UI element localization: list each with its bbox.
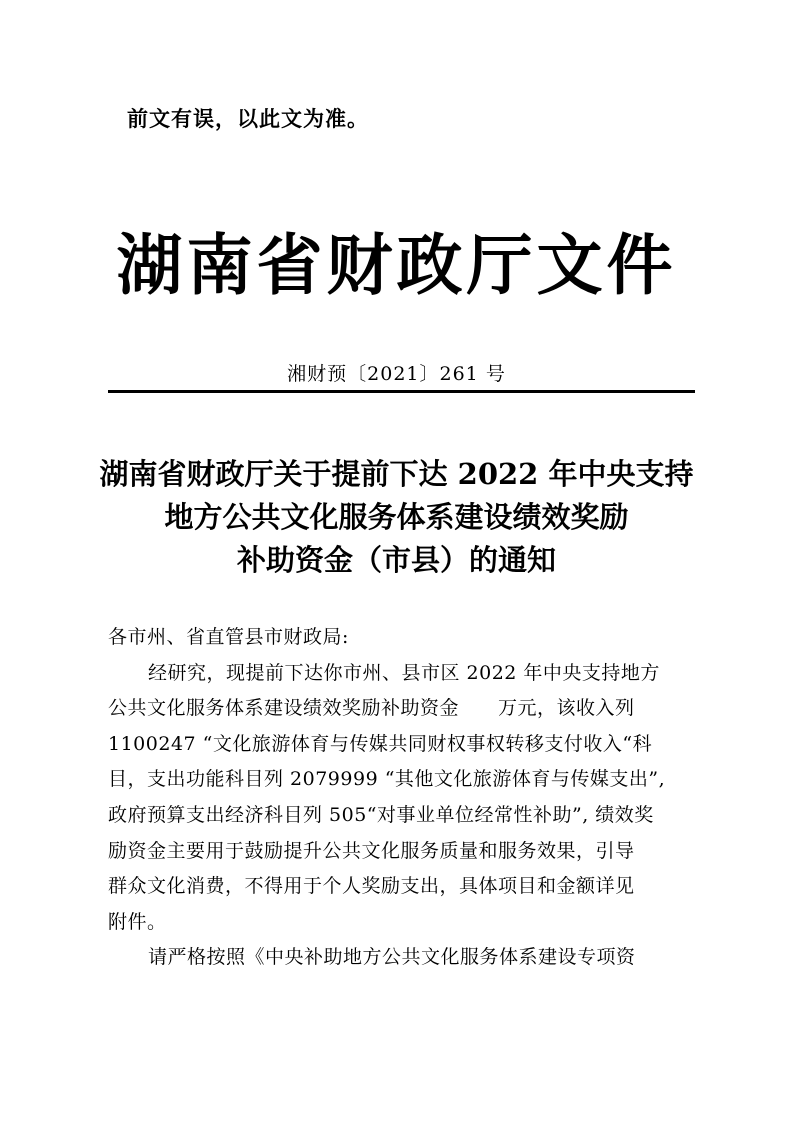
body-line: 群众文化消费，不得用于个人奖励支出，具体项目和金额详见 (108, 875, 635, 898)
notice-title-line: 补助资金（市县）的通知 (236, 543, 556, 577)
correction-note: 前文有误，以此文为准。 (127, 107, 369, 131)
body-line: 政府预算支出经济科目列 505“对事业单位经常性补助”, 绩效奖 (108, 803, 654, 826)
body-line: 经研究，现提前下达你市州、县市区 2022 年中央支持地方 (148, 661, 660, 684)
document-number: 湘财预〔2021〕261 号 (287, 363, 506, 385)
header-divider (108, 390, 695, 393)
body-line: 励资金主要用于鼓励提升公共文化服务质量和服务效果，引导 (108, 839, 635, 862)
notice-title-line: 地方公共文化服务体系建设绩效奖励 (164, 500, 629, 534)
body-line: 附件。 (108, 910, 167, 933)
body-line: 目，支出功能科目列 2079999 “其他文化旅游体育与传媒支出”, (108, 768, 666, 791)
salutation: 各市州、省直管县市财政局: (108, 626, 349, 648)
notice-title-line: 湖南省财政厅关于提前下达 2022 年中央支持 (99, 457, 694, 491)
body-line: 公共文化服务体系建设绩效奖励补助资金 万元，该收入列 (108, 697, 635, 720)
notice-title (0, 453, 793, 582)
document-header-title: 湖南省财政厅文件 (116, 226, 677, 304)
body-text (108, 620, 695, 976)
body-line: 1100247 “文化旅游体育与传媒共同财权事权转移支付收入“科 (108, 732, 653, 755)
body-line: 请严格按照《中央补助地方公共文化服务体系建设专项资 (148, 946, 636, 969)
